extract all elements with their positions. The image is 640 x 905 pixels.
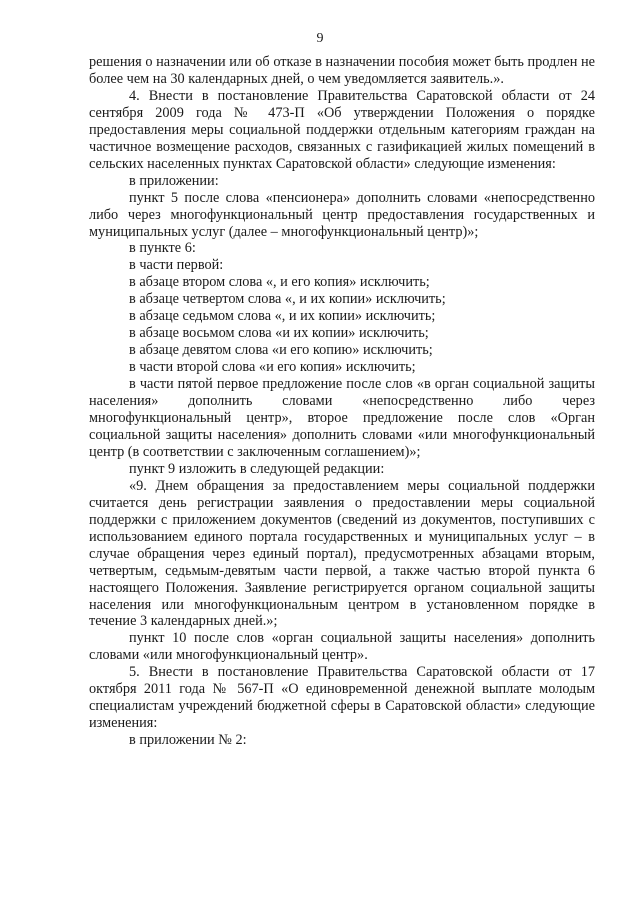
paragraph: в приложении № 2: [129, 732, 247, 749]
paragraph: пункт 9 изложить в следующей редакции: [129, 460, 385, 477]
paragraph: в пункте 6: [129, 240, 196, 257]
paragraph: 5. Внести в постановление Правительства Саратовской области от 17 октября 2011 года № 567-П «О единовременной денежной выплате молодым специалистам учреждений бюджетной сферы в Саратовской области» следующие изменения: [89, 664, 595, 732]
paragraph: пункт 5 после слова «пенсионера» дополнить словами «непосредственно либо через многофункциональный центр предоставления государственных и муниципальных услуг (далее – многофункциональный центр)»; [89, 189, 595, 240]
paragraph: «9. Днем обращения за предоставлением меры социальной поддержки считается день регистрации заявления о предоставлении меры социальной поддержки с приложением документов (сведений из документов, поступивших с использованием единого портала государственных и муниципальных услуг – в случае обращения через единый портал), предусмотренных абзацами вторым, четвертым, седьмым-девятым части первой, а также частью второй пункта 6 настоящего Положения. Заявление регистрируется органом социальной защиты населения или многофункциональным центром в установленном порядке в течение 3 календарных дней.»; [89, 477, 595, 630]
paragraph: в абзаце четвертом слова «, и их копии» исключить; [129, 291, 446, 308]
paragraph: пункт 10 после слов «орган социальной защиты населения» дополнить словами «или многофункциональный центр». [89, 630, 595, 664]
document-body [89, 54, 595, 749]
page-number: 9 [316, 31, 324, 46]
paragraph: в части второй слова «и его копия» исключить; [129, 359, 416, 376]
paragraph: в приложении: [129, 172, 219, 189]
paragraph: в абзаце девятом слова «и его копию» исключить; [129, 342, 433, 359]
paragraph: в абзаце восьмом слова «и их копии» исключить; [129, 325, 429, 342]
paragraph: в части первой: [129, 257, 224, 274]
paragraph: в абзаце втором слова «, и его копия» исключить; [129, 274, 430, 291]
paragraph: решения о назначении или об отказе в назначении пособия может быть продлен не более чем на 30 календарных дней, о чем уведомляется заявитель.». [89, 54, 595, 87]
paragraph: в части пятой первое предложение после слов «в орган социальной защиты населения» дополнить словами «непосредственно либо через многофункциональный центр», второе предложение после слов «Орган социальной защиты населения» дополнить словами «или многофункциональный центр (в соответствии с заключенным соглашением)»; [89, 376, 595, 460]
paragraph: 4. Внести в постановление Правительства Саратовской области от 24 сентября 2009 года № 473-П «Об утверждении Положения о порядке предоставления меры социальной поддержки отдельным категориям граждан на частичное возмещение расходов, связанных с газификацией жилых помещений в сельских населенных пунктах Саратовской области» следующие изменения: [89, 87, 595, 172]
paragraph: в абзаце седьмом слова «, и их копии» исключить; [129, 308, 436, 325]
